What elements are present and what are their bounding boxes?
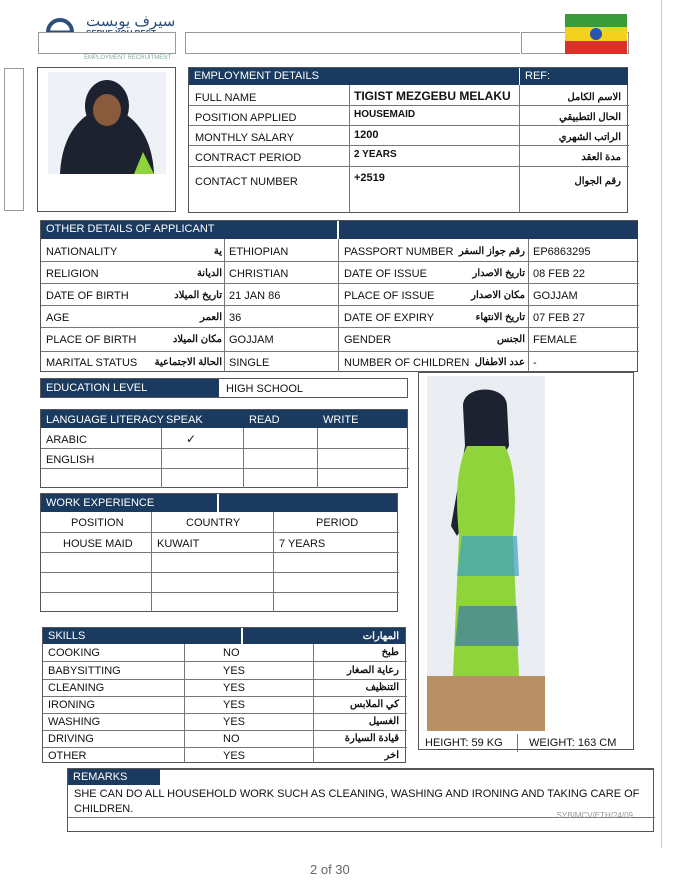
skill-cleaning: CLEANING [48, 682, 105, 694]
read-header: READ [249, 414, 280, 426]
value-salary: 1200 [354, 129, 379, 141]
employment-header: EMPLOYMENT DETAILS [189, 68, 519, 85]
skills-table: SKILLS المهارات COOKING NO طبخ BABYSITTING YES رعاية الصغار CLEANING YES التنظيف IRONING YES كي الملابس WASHING YES الغسيل DRIVING NO قيادة السيارة OTHER YES اخر [42, 627, 406, 763]
language-header: LANGUAGE LITERACY [46, 414, 164, 426]
lang-arabic: ARABIC [46, 434, 87, 446]
skills-header-ar: المهارات [362, 631, 399, 642]
work-position: HOUSE MAID [63, 538, 133, 550]
label-expiry: DATE OF EXPIRY [344, 312, 435, 324]
education-row [40, 378, 408, 398]
document-code: SYB/MCV/ETH/24/09 [556, 811, 633, 820]
label-children: NUMBER OF CHILDREN [344, 357, 470, 369]
remarks-header: REMARKS [68, 769, 160, 785]
logo-arabic-text: سيرف يوبست [86, 13, 176, 30]
value-passport: EP6863295 [533, 246, 591, 258]
label-date-of-issue: DATE OF ISSUE [344, 268, 427, 280]
work-country: KUWAIT [157, 538, 200, 550]
full-photo-frame [418, 372, 634, 750]
label-contact: CONTACT NUMBER [195, 176, 298, 188]
value-nationality: ETHIOPIAN [229, 246, 289, 258]
employment-details-table [188, 67, 628, 213]
remarks-line-1: SHE CAN DO ALL HOUSEHOLD WORK SUCH AS CLEANING, WASHING AND IRONING AND TAKING CARE OF [74, 788, 640, 800]
ar-full-name: الاسم الكامل [567, 92, 621, 103]
small-photo-frame [37, 67, 176, 212]
label-passport: PASSPORT NUMBER [344, 246, 454, 258]
remarks-box [67, 768, 654, 832]
skill-ironing: IRONING [48, 699, 96, 711]
label-gender: GENDER [344, 334, 392, 346]
education-label: EDUCATION LEVEL [41, 379, 219, 397]
value-contact: +2519 [354, 172, 385, 184]
label-place-of-issue: PLACE OF ISSUE [344, 290, 435, 302]
ar-contact: رقم الجوال [574, 176, 621, 187]
value-position: HOUSEMAID [354, 109, 416, 120]
value-gender: FEMALE [533, 334, 578, 346]
work-period: 7 YEARS [279, 538, 326, 550]
value-age: 36 [229, 312, 242, 324]
label-salary: MONTHLY SALARY [195, 132, 295, 144]
speak-header: SPEAK [166, 414, 203, 426]
label-nationality: NATIONALITY [46, 246, 118, 258]
label-full-name: FULL NAME [195, 92, 257, 104]
value-contract: 2 YEARS [354, 149, 397, 160]
header-field-2 [185, 32, 520, 54]
col-period: PERIOD [316, 517, 359, 529]
value-full-name: TIGIST MEZGEBU MELAKU [354, 89, 511, 103]
label-dob: DATE OF BIRTH [46, 290, 129, 302]
value-religion: CHRISTIAN [229, 268, 289, 280]
value-date-of-issue: 08 FEB 22 [533, 268, 585, 280]
ref-label: REF: [520, 68, 628, 85]
skill-washing: WASHING [48, 716, 101, 728]
col-country: COUNTRY [186, 517, 241, 529]
work-experience-table [40, 493, 398, 612]
applicant-full-photo [427, 376, 545, 731]
label-religion: RELIGION [46, 268, 99, 280]
skills-header: SKILLS [43, 628, 241, 644]
value-marital: SINGLE [229, 357, 270, 369]
skill-cooking: COOKING [48, 647, 100, 659]
write-header: WRITE [323, 414, 359, 426]
col-position: POSITION [71, 517, 124, 529]
value-children: - [533, 357, 537, 369]
lang-english: ENGLISH [46, 454, 95, 466]
value-place-of-birth: GOJJAM [229, 334, 274, 346]
header-field-1 [38, 32, 176, 54]
margin-box [4, 68, 24, 211]
language-table [40, 409, 408, 488]
check-icon: ✓ [186, 432, 197, 446]
skill-other: OTHER [48, 750, 87, 762]
label-age: AGE [46, 312, 70, 324]
logo-subtitle: EMPLOYMENT RECRUITMENT [84, 55, 172, 61]
ar-salary: الراتب الشهري [558, 132, 621, 143]
weight-value: WEIGHT: 163 CM [529, 737, 617, 749]
value-dob: 21 JAN 86 [229, 290, 281, 302]
skill-driving: DRIVING [48, 733, 94, 745]
value-place-of-issue: GOJJAM [533, 290, 578, 302]
other-details-table: OTHER DETAILS OF APPLICANT NATIONALITY ية ETHIOPIAN PASSPORT NUMBER رقم جواز السفر EP6863295 RELIGION الديانة CHRISTIAN DATE OF ISSUE تاريخ الاصدار 08 FEB 22 DATE OF BIRTH تاريخ الميلاد 21 JAN 86 PLACE OF ISSUE مكان الاصدار GOJJAM AGE العمر 36 DATE OF EXPIRY تاريخ الانتهاء 07 FEB 27 PLACE OF BIRTH مكان الميلاد GOJJAM GENDER الجنس FEMALE MARITAL STATUS الحالة الاجتماعية SINGLE NUMBER OF CHILDREN عدد الاطفال - [40, 220, 638, 372]
ar-position: الحال التطبيقي [559, 112, 621, 123]
ethiopia-flag-icon [565, 14, 627, 54]
education-value: HIGH SCHOOL [226, 383, 304, 395]
other-details-header: OTHER DETAILS OF APPLICANT [41, 221, 337, 239]
page-indicator: 2 of 30 [310, 862, 350, 877]
work-header: WORK EXPERIENCE [41, 494, 217, 512]
label-place-of-birth: PLACE OF BIRTH [46, 334, 137, 346]
label-contract: CONTRACT PERIOD [195, 152, 302, 164]
ar-contract: مدة العقد [581, 152, 621, 163]
skill-babysitting: BABYSITTING [48, 665, 121, 677]
measures-row [421, 734, 634, 752]
height-value: HEIGHT: 59 KG [425, 737, 503, 749]
label-position: POSITION APPLIED [195, 112, 297, 124]
value-expiry: 07 FEB 27 [533, 312, 585, 324]
applicant-portrait [48, 72, 166, 174]
label-marital: MARITAL STATUS [46, 357, 138, 369]
remarks-line-2: CHILDREN. [74, 803, 134, 815]
